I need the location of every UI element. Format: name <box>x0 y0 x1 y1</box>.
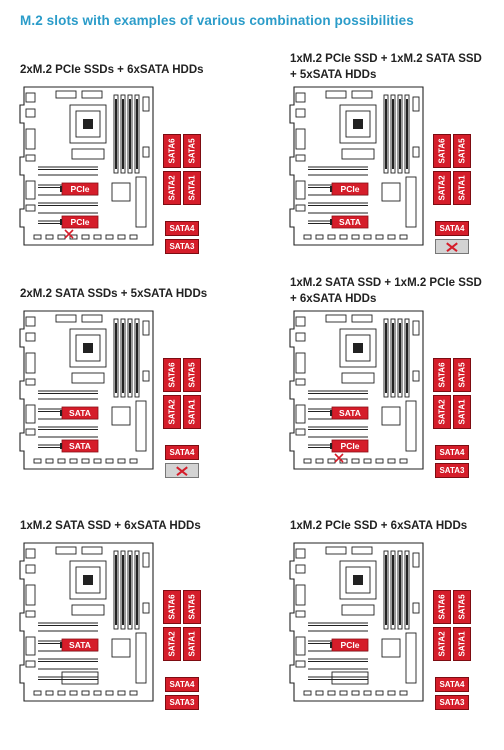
bottom-header <box>118 691 125 695</box>
sata-port-label: SATA1 <box>187 175 197 201</box>
sata-ports <box>163 134 203 256</box>
vrm-block <box>72 149 104 159</box>
bottom-header <box>304 235 311 239</box>
power-connector <box>82 547 102 554</box>
dimm-slot-fill <box>122 555 124 625</box>
bottom-header <box>46 691 53 695</box>
sata-port-label: SATA6 <box>167 138 177 164</box>
sata-port-6 <box>163 590 181 624</box>
bottom-header <box>352 235 359 239</box>
config-title <box>290 275 504 307</box>
bottom-header <box>34 459 41 463</box>
sata-ports <box>163 358 203 480</box>
bottom-header <box>328 691 335 695</box>
io-connector <box>26 405 35 423</box>
sata-port-label: SATA2 <box>437 399 447 425</box>
motherboard-diagram <box>290 311 424 470</box>
io-connector <box>26 637 35 655</box>
dimm-slot-fill <box>399 323 401 393</box>
vrm-block <box>342 605 374 615</box>
config-title-line: + 5xSATA HDDs <box>290 69 377 81</box>
bottom-header <box>130 459 137 463</box>
sata-port-5 <box>453 134 471 168</box>
sata-port-label: SATA2 <box>437 631 447 657</box>
m2-slot-1-label: PCIe <box>70 184 90 194</box>
dimm-slot-fill <box>115 555 117 625</box>
io-connector <box>296 379 305 385</box>
io-connector <box>26 565 35 573</box>
sata-port-label: SATA1 <box>457 175 467 201</box>
cpu-socket-core <box>83 575 93 585</box>
sata-port-3: SATA3 <box>435 463 469 478</box>
dimm-slot-fill <box>129 323 131 393</box>
sata-port-label: SATA1 <box>187 631 197 657</box>
sata-ports <box>433 590 473 712</box>
chipset <box>382 183 400 201</box>
dimm-slot-fill <box>136 99 138 169</box>
io-connector <box>296 637 305 655</box>
m2-slot-2 <box>330 440 368 452</box>
io-connector <box>296 155 305 161</box>
io-connector <box>296 661 305 667</box>
sata-port-1 <box>183 395 201 429</box>
sata-port-6 <box>433 134 451 168</box>
bottom-header <box>70 459 77 463</box>
chipset <box>112 639 130 657</box>
power-connector <box>352 547 372 554</box>
config-title-line: 1xM.2 SATA SSD + 1xM.2 PCIe SSD <box>290 277 482 289</box>
dimm-slot-fill <box>392 323 394 393</box>
dimm-slot-fill <box>122 99 124 169</box>
m2-slot-1 <box>330 183 368 195</box>
m2-slot-2-label: PCIe <box>70 217 90 227</box>
sata-port-4: SATA4 <box>165 677 199 692</box>
header <box>413 147 419 157</box>
page-title: M.2 slots with examples of various combination possibilities <box>20 13 414 28</box>
io-connector <box>296 611 305 617</box>
m2-slot-1-connector <box>330 642 332 648</box>
sata-port-4: SATA4 <box>435 445 469 460</box>
bottom-header <box>364 459 371 463</box>
sata-port-5 <box>453 358 471 392</box>
vrm-block <box>342 373 374 383</box>
bottom-header <box>304 691 311 695</box>
cpu-socket-core <box>353 343 363 353</box>
m2-slot-1-connector <box>60 642 62 648</box>
bottom-header <box>316 459 323 463</box>
motherboard-diagram <box>20 543 154 702</box>
m2-slot-2 <box>60 216 98 228</box>
power-connector <box>326 91 346 98</box>
io-connector <box>296 565 305 573</box>
bottom-header <box>82 459 89 463</box>
io-connector <box>296 585 305 605</box>
sata-port-label: SATA6 <box>167 362 177 388</box>
m2-slot-2-label: SATA <box>69 441 91 451</box>
bottom-header <box>118 235 125 239</box>
m2-slot-1 <box>330 639 368 651</box>
power-connector <box>326 315 346 322</box>
header <box>413 371 419 381</box>
sata-port-label: SATA6 <box>167 594 177 620</box>
motherboard-diagram <box>290 87 424 246</box>
m2-slot-1 <box>330 407 368 419</box>
bottom-header <box>94 691 101 695</box>
sata-port-disabled <box>435 239 469 254</box>
chipset <box>382 407 400 425</box>
io-connector <box>26 585 35 605</box>
bottom-header <box>400 235 407 239</box>
sata-port-4: SATA4 <box>165 445 199 460</box>
chipset <box>112 407 130 425</box>
m2-slot-1 <box>60 183 98 195</box>
vrm-block <box>72 373 104 383</box>
dimm-slot-fill <box>392 555 394 625</box>
dimm-slot-fill <box>129 99 131 169</box>
m2-slot-1-connector <box>330 410 332 416</box>
sata-port-6 <box>163 358 181 392</box>
io-connector <box>26 353 35 373</box>
m2-slot-1-connector <box>60 186 62 192</box>
m2-slot-2-empty <box>332 672 368 684</box>
bottom-header <box>364 691 371 695</box>
bottom-header <box>388 235 395 239</box>
m2-slot-2-connector <box>330 443 332 449</box>
m2-slot-2 <box>60 440 98 452</box>
bottom-header <box>58 235 65 239</box>
m2-slot-1 <box>60 639 98 651</box>
m2-slot-1-label: SATA <box>339 408 361 418</box>
vrm-block <box>72 605 104 615</box>
header <box>413 321 419 335</box>
bottom-header <box>364 235 371 239</box>
m2-slot-1-label: PCIe <box>340 184 360 194</box>
io-connector <box>26 317 35 326</box>
sata-port-label: SATA1 <box>457 631 467 657</box>
m2-slot-1 <box>60 407 98 419</box>
io-connector <box>26 93 35 102</box>
sata-port-3: SATA3 <box>165 695 199 710</box>
sata-port-4: SATA4 <box>435 221 469 236</box>
dimm-slot-fill <box>406 555 408 625</box>
config-title-line: 1xM.2 SATA SSD + 6xSATA HDDs <box>20 520 201 532</box>
motherboard-diagram <box>290 543 424 702</box>
m2-slot-2-connector <box>330 219 332 225</box>
bottom-header <box>388 691 395 695</box>
dimm-slot-fill <box>392 99 394 169</box>
sata-header-block <box>406 177 416 227</box>
cpu-socket-core <box>83 119 93 129</box>
dimm-slot-fill <box>406 99 408 169</box>
bottom-header <box>376 235 383 239</box>
dimm-slot-fill <box>115 99 117 169</box>
config-title-line: 1xM.2 PCIe SSD + 6xSATA HDDs <box>290 520 468 532</box>
sata-port-6 <box>433 358 451 392</box>
m2-slot-2-connector <box>60 443 62 449</box>
bottom-header <box>328 459 335 463</box>
bottom-header <box>130 235 137 239</box>
sata-header-block <box>136 177 146 227</box>
power-connector <box>352 315 372 322</box>
bottom-header <box>130 691 137 695</box>
io-connector <box>26 155 35 161</box>
sata-port-label: SATA1 <box>457 399 467 425</box>
io-connector <box>296 205 305 211</box>
m2-slot-2-label: PCIe <box>340 441 360 451</box>
bottom-header <box>34 235 41 239</box>
header <box>413 97 419 111</box>
header <box>143 147 149 157</box>
bottom-header <box>70 691 77 695</box>
sata-port-5 <box>183 134 201 168</box>
dimm-slot-fill <box>129 555 131 625</box>
sata-port-label: SATA2 <box>167 631 177 657</box>
header <box>143 97 149 111</box>
bottom-header <box>118 459 125 463</box>
bottom-header <box>316 691 323 695</box>
io-connector <box>26 129 35 149</box>
io-connector <box>26 205 35 211</box>
sata-port-1 <box>453 171 471 205</box>
sata-port-disabled <box>165 463 199 478</box>
sata-ports <box>433 358 473 480</box>
sata-header-block <box>136 633 146 683</box>
sata-port-1 <box>183 627 201 661</box>
io-connector <box>296 405 305 423</box>
cpu-socket-core <box>353 575 363 585</box>
sata-port-6 <box>163 134 181 168</box>
sata-port-2 <box>433 395 451 429</box>
io-connector <box>296 109 305 117</box>
bottom-header <box>106 691 113 695</box>
dimm-slot-fill <box>115 323 117 393</box>
dimm-slot-fill <box>385 99 387 169</box>
config-title-line: 2xM.2 SATA SSDs + 5xSATA HDDs <box>20 288 208 300</box>
power-connector <box>352 91 372 98</box>
power-connector <box>56 315 76 322</box>
bottom-header <box>46 459 53 463</box>
bottom-header <box>328 235 335 239</box>
sata-ports <box>163 590 203 712</box>
sata-port-label: SATA6 <box>437 362 447 388</box>
bottom-header <box>58 691 65 695</box>
sata-port-label: SATA2 <box>167 399 177 425</box>
sata-port-3: SATA3 <box>435 695 469 710</box>
sata-port-label: SATA2 <box>167 175 177 201</box>
chipset <box>382 639 400 657</box>
bottom-header <box>106 235 113 239</box>
sata-port-5 <box>453 590 471 624</box>
m2-slot-2-empty <box>62 672 98 684</box>
header <box>143 603 149 613</box>
bottom-header <box>400 691 407 695</box>
io-connector <box>26 549 35 558</box>
dimm-slot-fill <box>399 555 401 625</box>
header <box>413 553 419 567</box>
power-connector <box>326 547 346 554</box>
sata-port-label: SATA6 <box>437 594 447 620</box>
sata-port-label: SATA1 <box>187 399 197 425</box>
bottom-header <box>340 235 347 239</box>
io-connector <box>26 333 35 341</box>
bottom-header <box>376 459 383 463</box>
m2-slot-2 <box>330 216 368 228</box>
motherboard-diagram <box>20 87 154 246</box>
sata-port-label: SATA5 <box>457 594 467 620</box>
bottom-header <box>82 691 89 695</box>
bottom-header <box>94 235 101 239</box>
config-title <box>20 518 235 534</box>
m2-slot-2-disabled-x-icon <box>65 230 73 238</box>
sata-port-label: SATA6 <box>437 138 447 164</box>
config-title <box>20 286 235 302</box>
m2-slot-2-label: SATA <box>339 217 361 227</box>
sata-port-5 <box>183 358 201 392</box>
io-connector <box>26 661 35 667</box>
config-title-line: 1xM.2 PCIe SSD + 1xM.2 SATA SSD <box>290 53 482 65</box>
sata-port-label: SATA5 <box>187 362 197 388</box>
sata-port-3: SATA3 <box>165 239 199 254</box>
power-connector <box>56 91 76 98</box>
sata-port-label: SATA2 <box>437 175 447 201</box>
m2-slot-1-connector <box>330 186 332 192</box>
sata-port-1 <box>183 171 201 205</box>
dimm-slot-fill <box>385 323 387 393</box>
sata-port-4: SATA4 <box>435 677 469 692</box>
m2-slot-1-label: SATA <box>69 408 91 418</box>
io-connector <box>296 93 305 102</box>
io-connector <box>296 353 305 373</box>
io-connector <box>296 429 305 435</box>
dimm-slot-fill <box>406 323 408 393</box>
sata-port-label: SATA5 <box>187 138 197 164</box>
header <box>413 603 419 613</box>
bottom-header <box>352 459 359 463</box>
io-connector <box>26 611 35 617</box>
motherboard-diagram <box>20 311 154 470</box>
sata-port-label: SATA5 <box>187 594 197 620</box>
sata-port-2 <box>433 171 451 205</box>
sata-header-block <box>406 633 416 683</box>
sata-header-block <box>406 401 416 451</box>
chipset <box>112 183 130 201</box>
sata-port-2 <box>163 627 181 661</box>
power-connector <box>82 315 102 322</box>
dimm-slot-fill <box>399 99 401 169</box>
sata-port-1 <box>453 627 471 661</box>
bottom-header <box>340 691 347 695</box>
dimm-slot-fill <box>136 323 138 393</box>
cpu-socket-core <box>353 119 363 129</box>
sata-ports <box>433 134 473 256</box>
bottom-header <box>82 235 89 239</box>
config-title <box>290 518 504 534</box>
sata-port-4: SATA4 <box>165 221 199 236</box>
header <box>143 371 149 381</box>
io-connector <box>296 549 305 558</box>
sata-port-6 <box>433 590 451 624</box>
sata-port-5 <box>183 590 201 624</box>
bottom-header <box>58 459 65 463</box>
dimm-slot-fill <box>122 323 124 393</box>
sata-port-2 <box>163 171 181 205</box>
dimm-slot-fill <box>136 555 138 625</box>
m2-slot-1-label: PCIe <box>340 640 360 650</box>
io-connector <box>26 109 35 117</box>
bottom-header <box>316 235 323 239</box>
sata-port-1 <box>453 395 471 429</box>
io-connector <box>296 317 305 326</box>
m2-slot-1-connector <box>60 410 62 416</box>
bottom-header <box>352 691 359 695</box>
io-connector <box>26 379 35 385</box>
io-connector <box>26 181 35 199</box>
sata-header-block <box>136 401 146 451</box>
config-title-line: 2xM.2 PCIe SSDs + 6xSATA HDDs <box>20 64 204 76</box>
io-connector <box>26 429 35 435</box>
io-connector <box>296 181 305 199</box>
config-title-line: + 6xSATA HDDs <box>290 293 377 305</box>
bottom-header <box>94 459 101 463</box>
vrm-block <box>342 149 374 159</box>
sata-port-2 <box>433 627 451 661</box>
bottom-header <box>46 235 53 239</box>
config-title <box>290 51 504 83</box>
power-connector <box>82 91 102 98</box>
header <box>143 321 149 335</box>
bottom-header <box>388 459 395 463</box>
bottom-header <box>376 691 383 695</box>
bottom-header <box>34 691 41 695</box>
bottom-header <box>106 459 113 463</box>
m2-slot-2-disabled-x-icon <box>335 454 343 462</box>
io-connector <box>296 333 305 341</box>
power-connector <box>56 547 76 554</box>
sata-port-label: SATA5 <box>457 362 467 388</box>
m2-slot-2-connector <box>60 219 62 225</box>
sata-port-2 <box>163 395 181 429</box>
config-title <box>20 62 235 78</box>
header <box>143 553 149 567</box>
io-connector <box>296 129 305 149</box>
dimm-slot-fill <box>385 555 387 625</box>
m2-slot-1-label: SATA <box>69 640 91 650</box>
cpu-socket-core <box>83 343 93 353</box>
sata-port-label: SATA5 <box>457 138 467 164</box>
bottom-header <box>304 459 311 463</box>
bottom-header <box>400 459 407 463</box>
